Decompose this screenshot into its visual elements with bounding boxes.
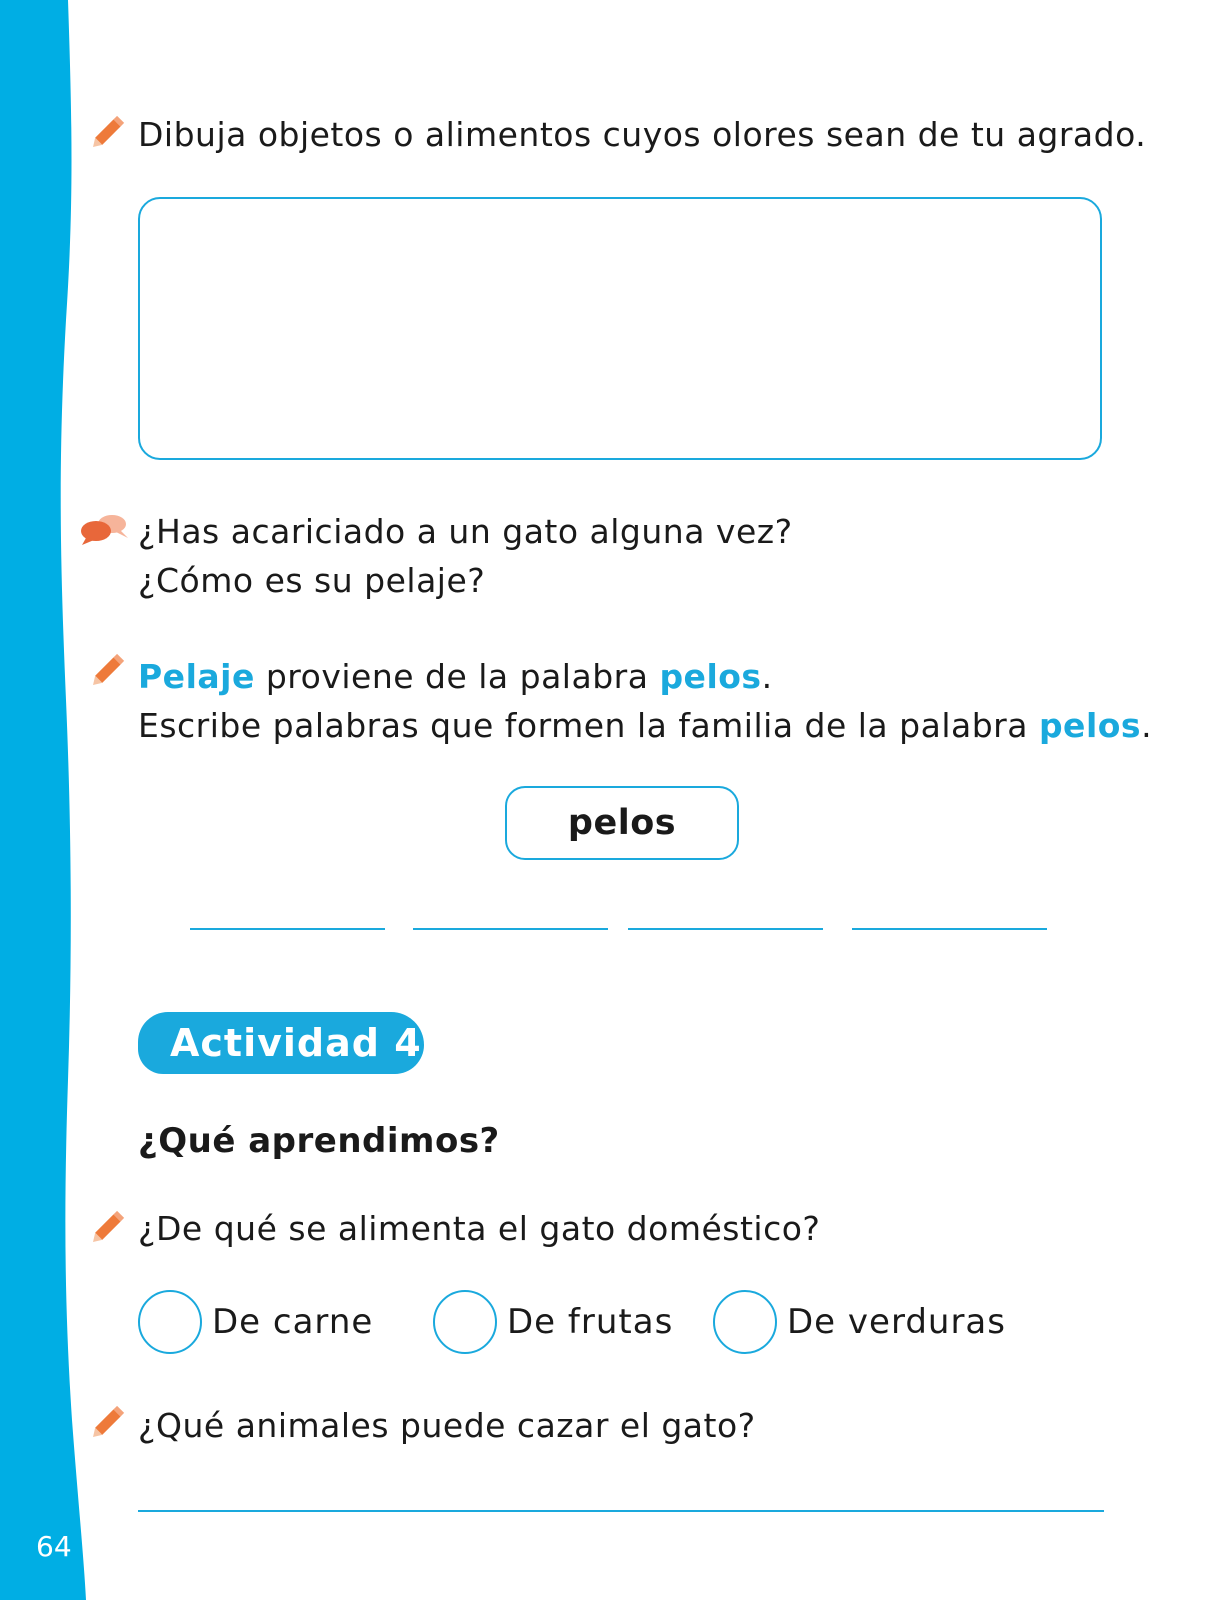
text-end: . — [761, 657, 773, 696]
answer-line-prey[interactable] — [138, 1510, 1104, 1512]
pencil-icon — [90, 110, 130, 150]
option-label: De carne — [212, 1302, 374, 1342]
instruction-draw: Dibuja objetos o alimentos cuyos olores sean de tu agrado. — [138, 115, 1147, 154]
question-cat-diet: ¿De qué se alimenta el gato doméstico? — [138, 1209, 821, 1248]
text-instruction: Escribe palabras que formen la familia de la palabra — [138, 706, 1039, 745]
radio-circle[interactable] — [138, 1290, 202, 1354]
pelaje-origin-line — [138, 652, 773, 701]
highlight-pelos: pelos — [659, 657, 762, 696]
question-fur: ¿Cómo es su pelaje? — [138, 561, 486, 600]
pencil-icon — [90, 1205, 130, 1245]
answer-line-1[interactable] — [190, 928, 385, 930]
root-word-box: pelos — [505, 786, 739, 860]
section-subtitle: ¿Qué aprendimos? — [138, 1121, 500, 1161]
activity-heading: Actividad 4 — [138, 1012, 424, 1074]
answer-line-4[interactable] — [852, 928, 1047, 930]
answer-line-3[interactable] — [628, 928, 823, 930]
page-number: 64 — [36, 1530, 72, 1563]
side-band — [0, 0, 100, 1600]
option-carne[interactable] — [138, 1290, 373, 1354]
pencil-icon — [90, 648, 130, 688]
highlight-pelaje: Pelaje — [138, 657, 255, 696]
word-family-instruction — [138, 701, 1152, 750]
question-cat-prey: ¿Qué animales puede cazar el gato? — [138, 1406, 756, 1445]
option-frutas[interactable] — [433, 1290, 673, 1354]
option-label: De verduras — [787, 1302, 1006, 1342]
question-cat-petting: ¿Has acariciado a un gato alguna vez? — [138, 512, 793, 551]
drawing-area[interactable] — [138, 197, 1102, 460]
answer-line-2[interactable] — [413, 928, 608, 930]
radio-circle[interactable] — [713, 1290, 777, 1354]
pencil-icon — [90, 1400, 130, 1440]
highlight-pelos: pelos — [1038, 706, 1142, 745]
option-verduras[interactable] — [713, 1290, 1006, 1354]
text-end: . — [1141, 706, 1153, 745]
speech-bubbles-icon — [80, 512, 130, 546]
radio-circle[interactable] — [433, 1290, 497, 1354]
option-label: De frutas — [507, 1302, 674, 1342]
text-middle: proviene de la palabra — [254, 657, 660, 696]
